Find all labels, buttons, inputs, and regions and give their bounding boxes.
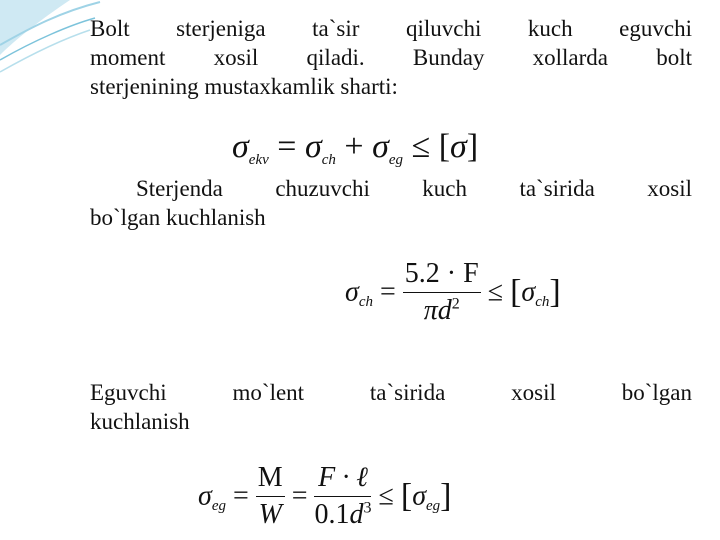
formula-operator: =	[379, 276, 396, 308]
formula-bracket: [	[400, 477, 413, 515]
formula-subscript: ch	[535, 293, 550, 310]
formula-fraction	[314, 462, 371, 531]
formula-bracket: ]	[549, 273, 561, 311]
formula-number: 0.1	[314, 499, 350, 530]
formula-bracket: ]	[466, 128, 479, 165]
formula-symbol: π	[423, 295, 438, 326]
formula-symbol: σ	[412, 480, 426, 512]
formula-subscript: ch	[321, 152, 336, 168]
text-line: sterjenining mustaxkamlik sharti:	[90, 74, 398, 99]
text-line: bo`lgan kuchlanish	[90, 205, 266, 230]
formula-subscript: ch	[358, 293, 373, 310]
formula-operator: ≤	[378, 480, 394, 512]
formula-operator: =	[291, 480, 308, 512]
formula-exponent: 2	[451, 295, 460, 313]
text-line: Eguvchi mo`lent ta`sirida xosil bo`lgan	[90, 380, 692, 405]
formula-operator: ≤	[487, 276, 504, 308]
fraction-denominator	[403, 293, 481, 327]
formula-symbol: d	[349, 499, 364, 530]
formula-operator: ≤	[411, 128, 431, 165]
fraction-denominator: W	[258, 499, 282, 530]
formula-symbol: σ	[345, 276, 359, 308]
formula-symbol: σ	[232, 128, 249, 165]
formula-subscript: eg	[426, 497, 441, 514]
formula-symbol: σ	[450, 128, 467, 165]
formula-fraction	[256, 462, 285, 531]
formula-bracket: ]	[440, 477, 452, 515]
formula-operator: =	[277, 128, 297, 165]
formula-tensile-stress	[345, 258, 561, 327]
formula-bracket: [	[510, 273, 522, 311]
formula-symbol: σ	[304, 128, 322, 165]
formula-subscript: eg	[211, 497, 226, 514]
paragraph-intro	[90, 14, 692, 101]
paragraph-bending	[90, 378, 692, 436]
formula-symbol: σ	[521, 276, 536, 308]
formula-symbol: d	[437, 295, 452, 326]
formula-operator: =	[232, 480, 249, 512]
formula-operator: +	[344, 128, 364, 165]
formula-exponent: 3	[363, 499, 372, 517]
text-line: kuchlanish	[90, 409, 190, 434]
formula-bending-stress	[198, 462, 452, 531]
formula-bracket: [	[438, 128, 451, 165]
formula-strength-condition	[232, 128, 478, 169]
text-line: moment xosil qiladi. Bunday xollarda bolt	[90, 45, 692, 70]
fraction-numerator: M	[256, 462, 285, 497]
fraction-numerator: 5.2 · F	[403, 258, 481, 293]
paragraph-tensile	[90, 174, 692, 232]
formula-symbol: σ	[372, 128, 389, 165]
formula-subscript: eg	[388, 152, 404, 168]
text-line: Sterjenda chuzuvchi kuch ta`sirida xosil	[136, 176, 692, 201]
formula-subscript: ekv	[248, 152, 269, 168]
formula-symbol: σ	[198, 480, 212, 512]
fraction-numerator: F · ℓ	[314, 462, 371, 497]
text-line: Bolt sterjeniga ta`sir qiluvchi kuch eguvchi	[90, 16, 692, 41]
fraction-denominator	[314, 497, 371, 531]
formula-fraction	[403, 258, 481, 327]
